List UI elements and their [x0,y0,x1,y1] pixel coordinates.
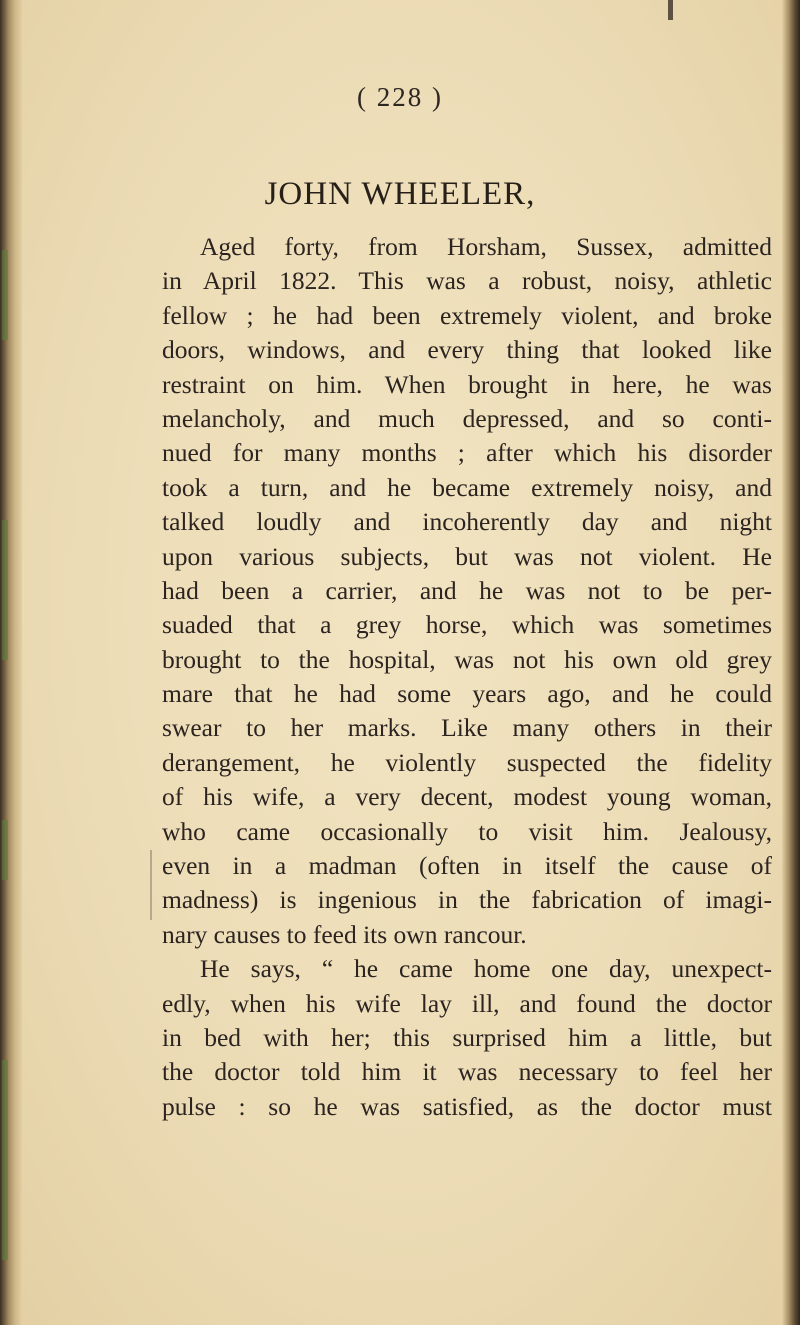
text-line: in April 1822. This was a robust, noisy, athletic [162,266,772,296]
text-line: fellow ; he had been extremely violent, and broke [162,300,772,330]
text-line: the doctor told him it was necessary to feel her [162,1057,772,1087]
text-line: nued for many months ; after which his disorder [162,438,772,468]
margin-smudge [150,850,152,920]
text-line: restraint on him. When brought in here, he was [162,369,772,399]
text-line: Aged forty, from Horsham, Sussex, admitted [200,232,772,261]
body-text [162,230,772,1124]
section-heading: JOHN WHEELER, [264,176,536,212]
text-line: He says, “ he came home one day, unexpect- [200,954,772,984]
text-line: even in a madman (often in itself the cause of [162,851,772,881]
text-line: talked loudly and incoherently day and night [162,507,772,537]
text-line: melancholy, and much depressed, and so conti- [162,403,772,433]
text-line: nary causes to feed its own rancour. [162,919,527,949]
text-line: brought to the hospital, was not his own old grey [162,644,772,674]
text-line: pulse : so he was satisfied, as the doctor must [162,1091,772,1121]
text-line: had been a carrier, and he was not to be per- [162,575,772,605]
text-line: suaded that a grey horse, which was sometimes [162,610,772,640]
text-line: swear to her marks. Like many others in their [162,713,772,743]
page-number: ( 228 ) [357,82,443,112]
text-line: mare that he had some years ago, and he could [162,679,772,709]
text-line: in bed with her; this surprised him a little, but [162,1022,772,1052]
text-line: madness) is ingenious in the fabrication of imagi- [162,885,772,915]
text-line: upon various subjects, but was not violent. He [162,541,772,571]
text-line: who came occasionally to visit him. Jealousy, [162,816,772,846]
text-line: derangement, he violently suspected the fidelity [162,747,772,777]
text-line: edly, when his wife lay ill, and found the doctor [162,988,772,1018]
text-line: doors, windows, and every thing that looked like [162,335,772,365]
text-line: took a turn, and he became extremely noisy, and [162,472,772,502]
ink-mark [668,0,673,20]
text-line: of his wife, a very decent, modest young woman, [162,782,772,812]
